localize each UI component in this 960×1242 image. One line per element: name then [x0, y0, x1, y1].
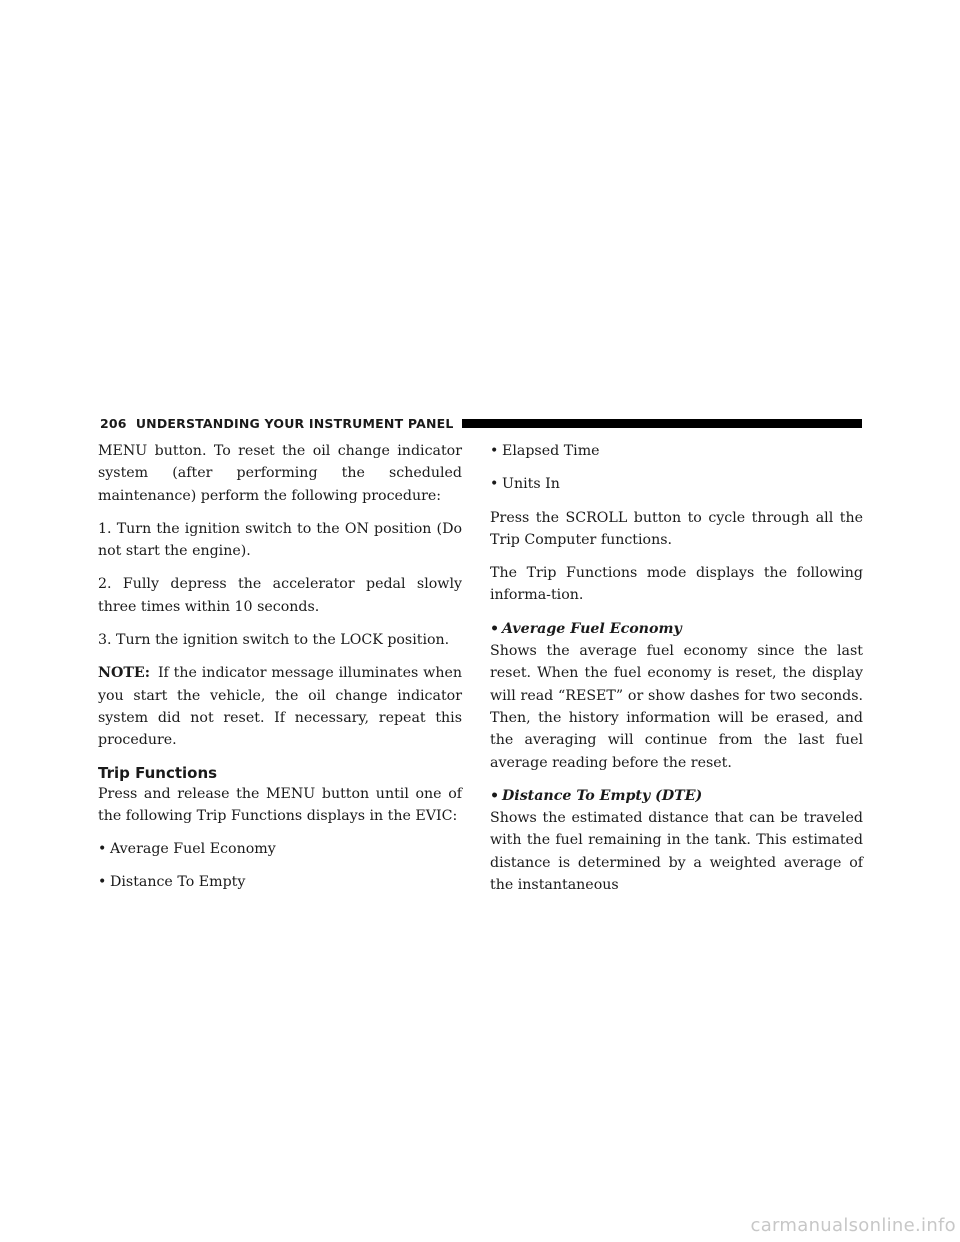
step-3: 3. Turn the ignition switch to the LOCK position. [98, 632, 450, 649]
scroll-paragraph: Press the SCROLL button to cycle through all the Trip Computer functions. [490, 509, 863, 548]
afe-paragraph: Shows the average fuel economy since the last reset. When the fuel economy is reset, the display will read “RESET” or show dashes for two seconds. Then, the history information will be erased, and the averaging will continue from the last fuel average reading before the reset. [490, 643, 863, 771]
dte-heading-text: Distance To Empty (DTE) [502, 787, 703, 804]
dte-heading [490, 785, 863, 807]
list-item [98, 838, 462, 860]
step-2: 2. Fully depress the accelerator pedal slowly three times within 10 seconds. [98, 576, 462, 615]
trip-intro: Press and release the MENU button until one of the following Trip Functions displays in the EVIC: [98, 785, 462, 824]
bullet-icon: • [490, 620, 500, 637]
list-item [490, 473, 863, 495]
list-item [490, 440, 863, 462]
dte-paragraph: Shows the estimated distance that can be traveled with the fuel remaining in the tank. This estimated distance is determined by a weighted average of the instantaneous [490, 810, 863, 894]
page-number: 206 [100, 415, 127, 431]
left-column [98, 440, 462, 905]
afe-heading-text: Average Fuel Economy [502, 620, 682, 637]
bullet-icon: • [490, 443, 499, 459]
list-item-text: Average Fuel Economy [110, 841, 276, 858]
section-title: UNDERSTANDING YOUR INSTRUMENT PANEL [135, 415, 454, 431]
bullet-icon: • [490, 787, 500, 804]
intro-paragraph: MENU button. To reset the oil change indicator system (after performing the scheduled maintenance) perform the following procedure: [98, 443, 462, 504]
trip-functions-heading: Trip Functions [98, 763, 218, 782]
step-1: 1. Turn the ignition switch to the ON position (Do not start the engine). [98, 520, 462, 560]
list-item-text: Units In [502, 476, 560, 493]
list-item [98, 871, 462, 893]
bullet-icon: • [98, 841, 107, 858]
note-text: If the indicator message illuminates when you start the vehicle, the oil change indicator system did not reset. If necessary, repeat this procedure. [98, 665, 462, 749]
right-column [490, 440, 863, 896]
note-label: NOTE: [98, 665, 150, 682]
list-item-text: Distance To Empty [110, 874, 246, 891]
watermark: carmanualsonline.info [750, 1215, 956, 1236]
header-text [100, 416, 462, 431]
note-paragraph [98, 662, 462, 751]
mode-paragraph: The Trip Functions mode displays the following informa-tion. [490, 565, 863, 604]
list-item-text: Elapsed Time [502, 443, 600, 459]
afe-heading [490, 618, 863, 640]
bullet-icon: • [490, 476, 499, 493]
page-header [100, 416, 862, 430]
bullet-icon: • [98, 874, 107, 891]
header-rule [462, 419, 862, 428]
